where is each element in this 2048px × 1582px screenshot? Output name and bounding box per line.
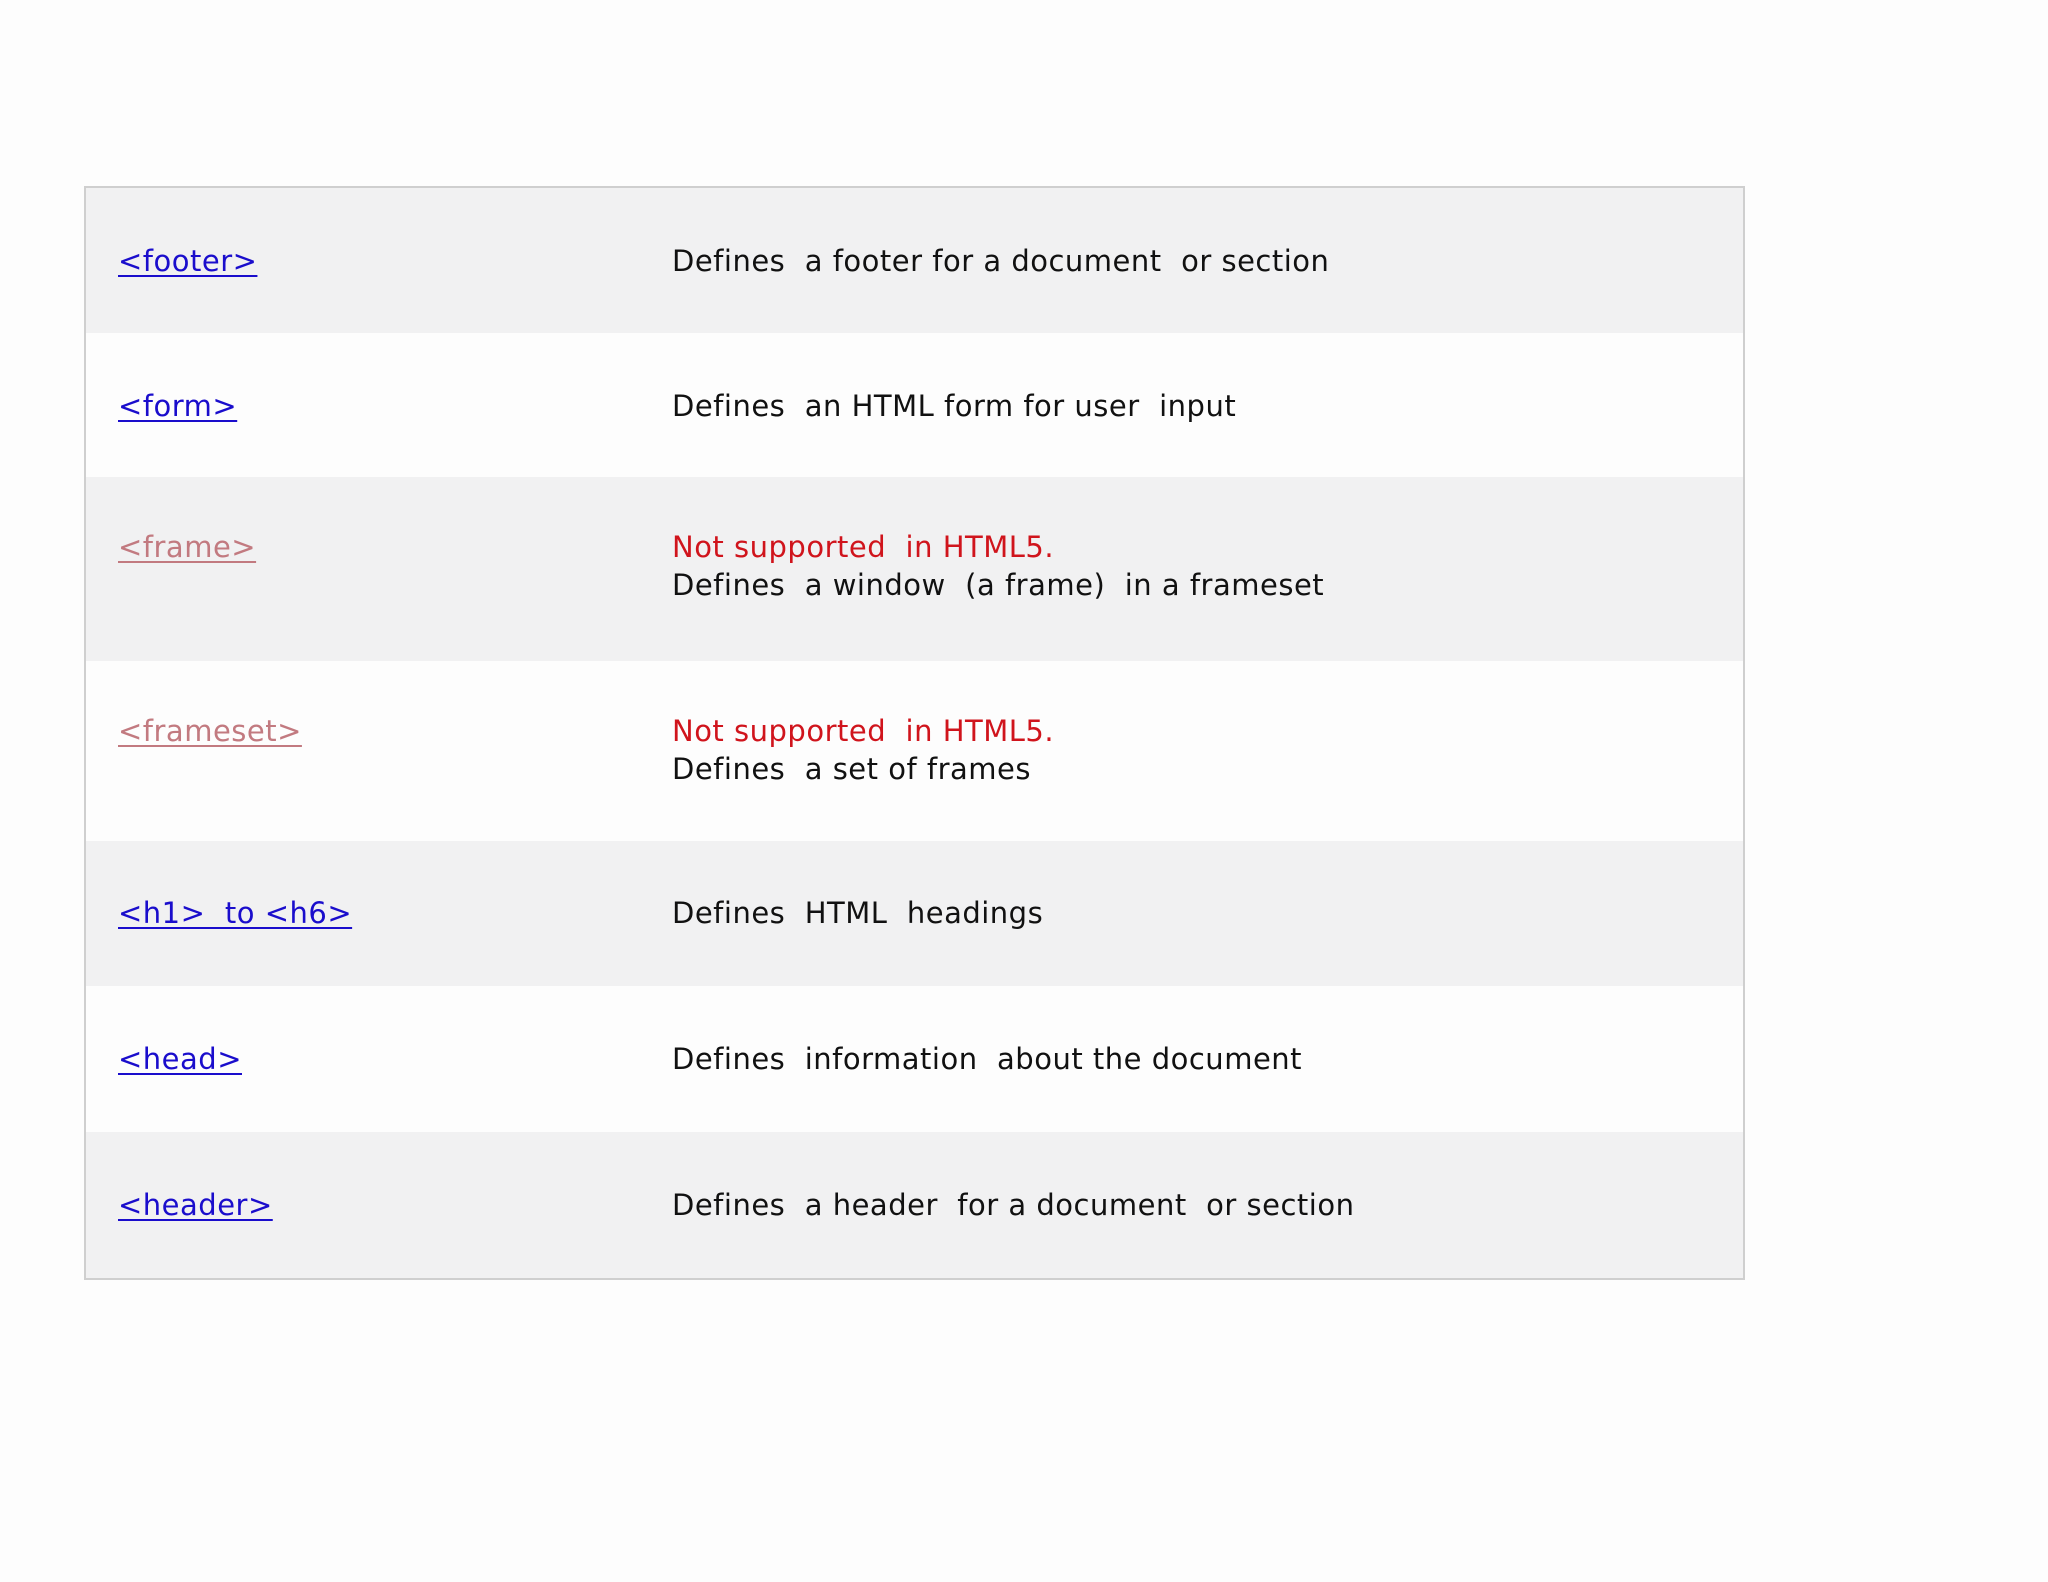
description-text: Defines a header for a document or section (672, 1188, 1355, 1222)
tag-cell (85, 333, 640, 477)
table-row (85, 986, 1744, 1132)
table-row (85, 477, 1744, 661)
tag-link-head[interactable]: <head> (118, 1042, 242, 1076)
description-cell (640, 986, 1744, 1132)
description-text: Defines a footer for a document or section (672, 244, 1330, 278)
tag-cell (85, 661, 640, 841)
description-cell (640, 1132, 1744, 1279)
tag-cell (85, 841, 640, 986)
tag-link-footer[interactable]: <footer> (118, 244, 258, 278)
table-row (85, 187, 1744, 333)
not-supported-note: Not supported in HTML5. (672, 530, 1055, 564)
description-text: Defines an HTML form for user input (672, 389, 1237, 423)
tag-cell (85, 187, 640, 333)
description-cell (640, 477, 1744, 661)
description-cell (640, 661, 1744, 841)
tag-cell (85, 986, 640, 1132)
tag-link-frameset[interactable]: <frameset> (118, 714, 302, 748)
tag-cell (85, 477, 640, 661)
table-row (85, 333, 1744, 477)
tag-reference-table (84, 186, 1745, 1280)
description-text: Defines a window (a frame) in a frameset (672, 568, 1325, 602)
tag-cell (85, 1132, 640, 1279)
description-text: Defines information about the document (672, 1042, 1303, 1076)
description-cell (640, 841, 1744, 986)
tag-link-h1-to-h6[interactable]: <h1> to <h6> (118, 896, 353, 930)
table-row (85, 841, 1744, 986)
tag-link-frame[interactable]: <frame> (118, 530, 257, 564)
description-text: Defines a set of frames (672, 752, 1032, 786)
description-cell (640, 333, 1744, 477)
description-text: Defines HTML headings (672, 896, 1044, 930)
description-cell (640, 187, 1744, 333)
table-row (85, 1132, 1744, 1279)
not-supported-note: Not supported in HTML5. (672, 714, 1055, 748)
table-row (85, 661, 1744, 841)
tag-link-header[interactable]: <header> (118, 1188, 273, 1222)
tag-link-form[interactable]: <form> (118, 389, 238, 423)
